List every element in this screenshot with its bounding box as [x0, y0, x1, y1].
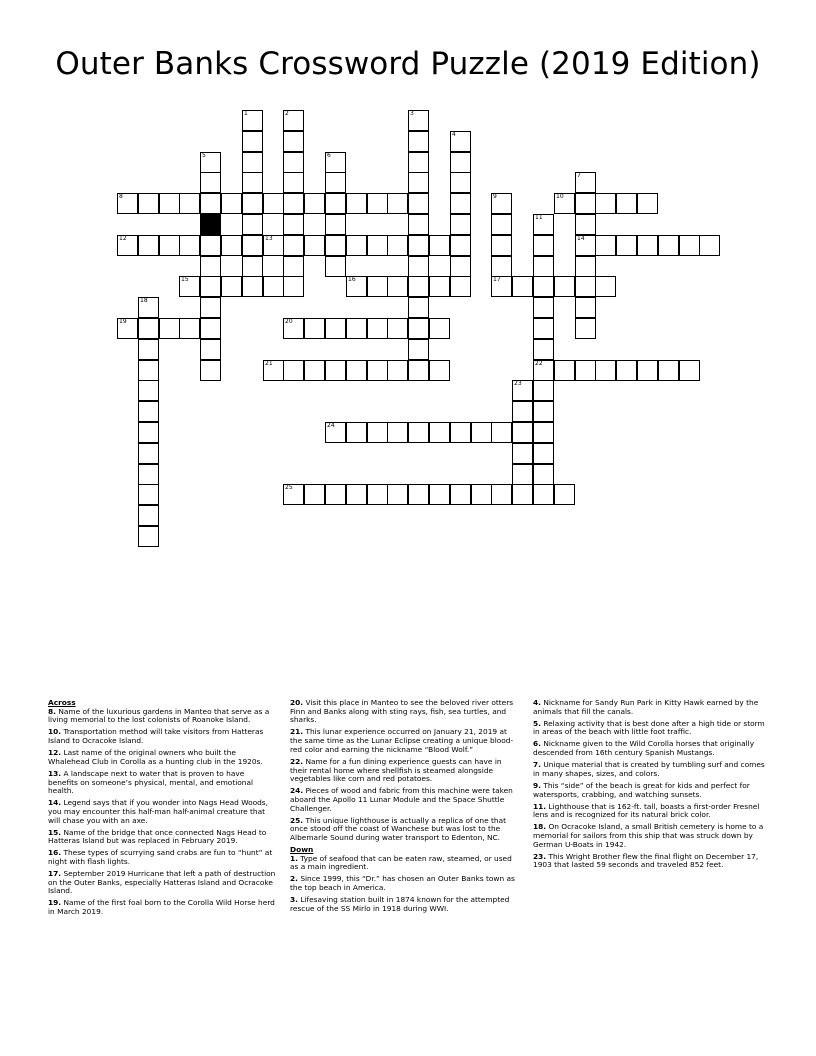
- grid-cell[interactable]: [533, 297, 554, 318]
- grid-cell[interactable]: [138, 339, 159, 360]
- grid-cell[interactable]: [200, 297, 221, 318]
- grid-cell[interactable]: [283, 235, 304, 256]
- clue-number: 9: [493, 193, 497, 200]
- grid-cell[interactable]: [575, 256, 596, 277]
- grid-cell[interactable]: [387, 484, 408, 505]
- grid-cell[interactable]: [408, 360, 429, 381]
- grid-cell[interactable]: [491, 256, 512, 277]
- grid-cell[interactable]: [429, 276, 450, 297]
- grid-cell[interactable]: [471, 422, 492, 443]
- clue-column-2: [290, 699, 518, 917]
- grid-cell[interactable]: [554, 360, 575, 381]
- grid-cell[interactable]: [138, 297, 159, 318]
- grid-cell[interactable]: [575, 360, 596, 381]
- grid-cell[interactable]: [450, 214, 471, 235]
- across-heading: Across: [48, 698, 76, 707]
- grid-cell[interactable]: [325, 256, 346, 277]
- grid-cell[interactable]: [491, 276, 512, 297]
- grid-cell[interactable]: [138, 193, 159, 214]
- grid-cell[interactable]: [346, 318, 367, 339]
- clue-down-5: 5. Relaxing activity that is best done after a high tide or storm in areas of the beach with little foot traffic.: [533, 718, 765, 737]
- grid-cell[interactable]: [200, 360, 221, 381]
- grid-cell[interactable]: [491, 235, 512, 256]
- clue-column-3: [533, 699, 771, 873]
- clue-number: 14: [577, 235, 585, 242]
- grid-cell[interactable]: [283, 172, 304, 193]
- grid-cell[interactable]: [367, 484, 388, 505]
- grid-cell[interactable]: [533, 401, 554, 422]
- grid-cell[interactable]: [408, 152, 429, 173]
- clue-number: 23: [514, 380, 522, 387]
- grid-cell[interactable]: [450, 172, 471, 193]
- grid-cell[interactable]: [304, 484, 325, 505]
- clue-down-6: 6. Nickname given to the Wild Corolla horses that originally descended from 16th century Spanish Mustangs.: [533, 739, 755, 758]
- grid-cell[interactable]: [200, 193, 221, 214]
- clue-down-4: 4. Nickname for Sandy Run Park in Kitty Hawk earned by the animals that fill the canals.: [533, 698, 759, 716]
- grid-cell[interactable]: [387, 276, 408, 297]
- grid-cell[interactable]: [346, 235, 367, 256]
- grid-cell[interactable]: [325, 318, 346, 339]
- grid-cell[interactable]: [450, 152, 471, 173]
- grid-cell[interactable]: [138, 443, 159, 464]
- grid-cell[interactable]: [242, 193, 263, 214]
- grid-cell[interactable]: [200, 276, 221, 297]
- grid-cell[interactable]: [408, 422, 429, 443]
- grid-cell[interactable]: [367, 276, 388, 297]
- page-title: Outer Banks Crossword Puzzle (2019 Edition): [55, 46, 761, 82]
- down-heading: Down: [290, 845, 314, 855]
- grid-cell[interactable]: [387, 360, 408, 381]
- grid-cell[interactable]: [387, 318, 408, 339]
- grid-block: [200, 214, 221, 235]
- grid-cell[interactable]: [304, 235, 325, 256]
- clue-down-11: 11. Lighthouse that is 162-ft. tall, boasts a first-order Fresnel lens and is recognized for its natural brick color.: [533, 801, 760, 820]
- grid-cell[interactable]: [200, 235, 221, 256]
- clue-number: 20: [285, 318, 293, 325]
- grid-cell[interactable]: [304, 193, 325, 214]
- clue-across-8: 8. Name of the luxurious gardens in Manteo that serve as a living memorial to the lost colonists of Roanoke Island.: [48, 706, 270, 725]
- grid-cell[interactable]: [283, 131, 304, 152]
- grid-cell[interactable]: [283, 360, 304, 381]
- grid-cell[interactable]: [283, 484, 304, 505]
- grid-cell[interactable]: [346, 276, 367, 297]
- clue-number: 19: [119, 318, 127, 325]
- grid-cell[interactable]: [367, 193, 388, 214]
- grid-cell[interactable]: [575, 214, 596, 235]
- grid-cell[interactable]: [491, 193, 512, 214]
- grid-cell[interactable]: [263, 193, 284, 214]
- grid-cell[interactable]: [159, 193, 180, 214]
- grid-cell[interactable]: [325, 172, 346, 193]
- clue-across-25: 25. This unique lighthouse is actually a replica of one that once stood off the coast of Wanchese but was lost to the Albemarle Sound during water transport to Edenton, NC.: [290, 815, 507, 843]
- grid-cell[interactable]: [221, 276, 242, 297]
- grid-cell[interactable]: [138, 380, 159, 401]
- clue-down-9: 9. This “side” of the beach is great for kids and perfect for watersports, crabbing, and watching sunsets.: [533, 780, 750, 799]
- grid-cell[interactable]: [179, 318, 200, 339]
- grid-cell[interactable]: [138, 235, 159, 256]
- grid-cell[interactable]: [367, 422, 388, 443]
- grid-cell[interactable]: [512, 422, 533, 443]
- grid-cell[interactable]: [408, 318, 429, 339]
- grid-cell[interactable]: [200, 152, 221, 173]
- grid-cell[interactable]: [117, 193, 138, 214]
- grid-cell[interactable]: [637, 235, 658, 256]
- clue-down-2: 2. Since 1999, this “Dr.” has chosen an Outer Banks town as the top beach in America.: [290, 874, 515, 893]
- grid-cell[interactable]: [533, 380, 554, 401]
- grid-cell[interactable]: [429, 360, 450, 381]
- grid-cell[interactable]: [616, 360, 637, 381]
- clue-across-12: 12. Last name of the original owners who built the Whalehead Club in Corolla as a hunting club in the 1920s.: [48, 748, 263, 766]
- clue-number: 10: [556, 193, 564, 200]
- grid-cell[interactable]: [575, 172, 596, 193]
- grid-cell[interactable]: [533, 360, 554, 381]
- grid-cell[interactable]: [450, 131, 471, 152]
- grid-cell[interactable]: [408, 131, 429, 152]
- grid-cell[interactable]: [200, 339, 221, 360]
- grid-cell[interactable]: [533, 256, 554, 277]
- grid-cell[interactable]: [408, 172, 429, 193]
- clue-across-14: 14. Legend says that if you wonder into Nags Head Woods, you may encounter this half-man half-animal creature that will chase you with an axe.: [48, 798, 269, 825]
- grid-cell[interactable]: [242, 152, 263, 173]
- grid-cell[interactable]: [450, 484, 471, 505]
- grid-cell[interactable]: [616, 235, 637, 256]
- grid-cell[interactable]: [263, 360, 284, 381]
- grid-cell[interactable]: [595, 193, 616, 214]
- grid-cell[interactable]: [512, 484, 533, 505]
- grid-cell[interactable]: [117, 318, 138, 339]
- grid-cell[interactable]: [179, 276, 200, 297]
- grid-cell[interactable]: [117, 235, 138, 256]
- grid-cell[interactable]: [367, 235, 388, 256]
- clue-number: 3: [410, 110, 414, 117]
- grid-cell[interactable]: [575, 193, 596, 214]
- clue-across-16: 16. These types of scurrying sand crabs are fun to “hunt” at night with flash lights.: [48, 848, 273, 867]
- grid-cell[interactable]: [408, 256, 429, 277]
- clue-number: 16: [348, 276, 356, 283]
- grid-cell[interactable]: [595, 235, 616, 256]
- grid-cell[interactable]: [491, 484, 512, 505]
- grid-cell[interactable]: [575, 318, 596, 339]
- grid-cell[interactable]: [554, 193, 575, 214]
- grid-cell[interactable]: [637, 193, 658, 214]
- grid-cell[interactable]: [138, 526, 159, 547]
- grid-cell[interactable]: [179, 235, 200, 256]
- grid-cell[interactable]: [679, 235, 700, 256]
- grid-cell[interactable]: [512, 464, 533, 485]
- grid-cell[interactable]: [325, 214, 346, 235]
- grid-cell[interactable]: [263, 235, 284, 256]
- grid-cell[interactable]: [325, 360, 346, 381]
- grid-cell[interactable]: [512, 276, 533, 297]
- clue-number: 12: [119, 235, 127, 242]
- clue-number: 22: [535, 360, 543, 367]
- grid-cell[interactable]: [408, 339, 429, 360]
- clue-down-23: 23. This Wright Brother flew the final flight on December 17, 1903 that lasted 59 seconds and traveled 852 feet.: [533, 851, 759, 870]
- clue-across-19: 19. Name of the first foal born to the Corolla Wild Horse herd in March 2019.: [48, 898, 275, 917]
- clue-number: 17: [493, 276, 501, 283]
- grid-cell[interactable]: [159, 235, 180, 256]
- clue-down-18: 18. On Ocracoke Island, a small British cemetery is home to a memorial for sailors from this ship that was struck down by German U-Boats in 1942.: [533, 822, 764, 849]
- clue-number: 7: [577, 172, 581, 179]
- clue-number: 11: [535, 214, 543, 221]
- grid-cell[interactable]: [138, 484, 159, 505]
- grid-cell[interactable]: [242, 131, 263, 152]
- grid-cell[interactable]: [138, 422, 159, 443]
- grid-cell[interactable]: [595, 360, 616, 381]
- grid-cell[interactable]: [263, 276, 284, 297]
- grid-cell[interactable]: [283, 318, 304, 339]
- grid-cell[interactable]: [242, 172, 263, 193]
- grid-cell[interactable]: [408, 214, 429, 235]
- clue-across-20: 20. Visit this place in Manteo to see the beloved river otters Finn and Banks along with sting rays, fish, sea turtles, and sharks.: [290, 698, 514, 725]
- grid-cell[interactable]: [512, 380, 533, 401]
- grid-cell[interactable]: [429, 235, 450, 256]
- clue-number: 8: [119, 193, 123, 200]
- clue-across-22: 22. Name for a fun dining experience guests can have in their rental home where shellfish is steamed alongside vegetables like corn and red potatoes.: [290, 756, 502, 784]
- grid-cell[interactable]: [221, 235, 242, 256]
- clue-across-15: 15. Name of the bridge that once connected Nags Head to Hatteras Island but was replaced in February 2019.: [48, 827, 267, 846]
- clue-number: 21: [265, 360, 273, 367]
- clue-across-24: 24. Pieces of wood and fabric from this machine were taken aboard the Apollo 11 Lunar Module and the Space Shuttle Challenger.: [290, 786, 513, 813]
- grid-cell[interactable]: [533, 318, 554, 339]
- grid-cell[interactable]: [387, 193, 408, 214]
- clue-down-1: 1. Type of seafood that can be eaten raw, steamed, or used as a main ingredient.: [290, 853, 512, 872]
- grid-cell[interactable]: [242, 256, 263, 277]
- clue-down-7: 7. Unique material that is created by tumbling surf and comes in many shapes, sizes, and colors.: [533, 760, 765, 778]
- grid-cell[interactable]: [491, 422, 512, 443]
- grid-cell[interactable]: [325, 235, 346, 256]
- clue-across-17: 17. September 2019 Hurricane that left a path of destruction on the Outer Banks, especially Hatteras Island and Ocracoke Island.: [48, 869, 276, 896]
- grid-cell[interactable]: [554, 484, 575, 505]
- clue-column-1: [48, 699, 276, 920]
- clue-number: 5: [202, 152, 206, 159]
- grid-cell[interactable]: [533, 443, 554, 464]
- grid-cell[interactable]: [242, 214, 263, 235]
- grid-cell[interactable]: [387, 235, 408, 256]
- grid-cell[interactable]: [325, 152, 346, 173]
- grid-cell[interactable]: [346, 193, 367, 214]
- grid-cell[interactable]: [179, 193, 200, 214]
- grid-cell[interactable]: [138, 360, 159, 381]
- grid-cell[interactable]: [346, 484, 367, 505]
- clue-number: 4: [452, 131, 456, 138]
- clue-number: 2: [285, 110, 289, 117]
- grid-cell[interactable]: [346, 422, 367, 443]
- grid-cell[interactable]: [138, 464, 159, 485]
- grid-cell[interactable]: [679, 360, 700, 381]
- clue-number: 1: [244, 110, 248, 117]
- grid-cell[interactable]: [408, 484, 429, 505]
- clue-number: 18: [140, 297, 148, 304]
- clue-number: 24: [327, 422, 335, 429]
- grid-cell[interactable]: [200, 172, 221, 193]
- grid-cell[interactable]: [429, 318, 450, 339]
- grid-cell[interactable]: [283, 152, 304, 173]
- grid-cell[interactable]: [450, 276, 471, 297]
- grid-cell[interactable]: [283, 193, 304, 214]
- grid-cell[interactable]: [512, 443, 533, 464]
- grid-cell[interactable]: [408, 110, 429, 131]
- grid-cell[interactable]: [658, 235, 679, 256]
- grid-cell[interactable]: [429, 484, 450, 505]
- grid-cell[interactable]: [242, 110, 263, 131]
- grid-cell[interactable]: [159, 318, 180, 339]
- grid-cell[interactable]: [200, 256, 221, 277]
- grid-cell[interactable]: [346, 360, 367, 381]
- grid-cell[interactable]: [575, 297, 596, 318]
- grid-cell[interactable]: [304, 318, 325, 339]
- grid-cell[interactable]: [637, 360, 658, 381]
- clue-across-13: 13. A landscape next to water that is proven to have benefits on someone’s physical, mental, and emotional health.: [48, 768, 254, 796]
- grid-cell[interactable]: [325, 193, 346, 214]
- grid-cell[interactable]: [533, 484, 554, 505]
- clue-down-3: 3. Lifesaving station built in 1874 known for the attempted rescue of the SS Mirlo in 1918 during WWI.: [290, 895, 510, 913]
- grid-cell[interactable]: [325, 484, 346, 505]
- grid-cell[interactable]: [533, 464, 554, 485]
- grid-cell[interactable]: [200, 318, 221, 339]
- grid-cell[interactable]: [242, 276, 263, 297]
- grid-cell[interactable]: [221, 193, 242, 214]
- clue-across-10: 10. Transportation method will take visitors from Hatteras Island to Ocracoke Island.: [48, 727, 264, 746]
- grid-cell[interactable]: [283, 276, 304, 297]
- grid-cell[interactable]: [658, 360, 679, 381]
- grid-cell[interactable]: [367, 318, 388, 339]
- grid-cell[interactable]: [575, 276, 596, 297]
- clue-number: 6: [327, 152, 331, 159]
- clue-number: 13: [265, 235, 273, 242]
- grid-cell[interactable]: [512, 401, 533, 422]
- grid-cell[interactable]: [533, 214, 554, 235]
- grid-cell[interactable]: [616, 193, 637, 214]
- grid-cell[interactable]: [138, 318, 159, 339]
- grid-cell[interactable]: [242, 235, 263, 256]
- grid-cell[interactable]: [367, 360, 388, 381]
- grid-cell[interactable]: [533, 422, 554, 443]
- grid-cell[interactable]: [283, 256, 304, 277]
- clue-number: 15: [181, 276, 189, 283]
- grid-cell[interactable]: [554, 276, 575, 297]
- grid-cell[interactable]: [387, 422, 408, 443]
- grid-cell[interactable]: [408, 235, 429, 256]
- grid-cell[interactable]: [283, 214, 304, 235]
- grid-cell[interactable]: [491, 214, 512, 235]
- grid-cell[interactable]: [138, 401, 159, 422]
- grid-cell[interactable]: [471, 484, 492, 505]
- clue-across-21: 21. This lunar experience occurred on January 21, 2019 at the same time as the Lunar Eclipse creating a unique blood-red color and earning the nickname “Blood Wolf.”: [290, 727, 514, 754]
- grid-cell[interactable]: [408, 297, 429, 318]
- grid-cell[interactable]: [450, 193, 471, 214]
- grid-cell[interactable]: [533, 235, 554, 256]
- grid-cell[interactable]: [304, 360, 325, 381]
- grid-cell[interactable]: [450, 256, 471, 277]
- grid-cell[interactable]: [138, 505, 159, 526]
- grid-cell[interactable]: [595, 276, 616, 297]
- grid-cell[interactable]: [450, 422, 471, 443]
- grid-cell[interactable]: [575, 235, 596, 256]
- grid-cell[interactable]: [533, 276, 554, 297]
- grid-cell[interactable]: [699, 235, 720, 256]
- grid-cell[interactable]: [429, 422, 450, 443]
- grid-cell[interactable]: [325, 422, 346, 443]
- clue-number: 25: [285, 484, 293, 491]
- grid-cell[interactable]: [408, 193, 429, 214]
- grid-cell[interactable]: [533, 339, 554, 360]
- grid-cell[interactable]: [283, 110, 304, 131]
- grid-cell[interactable]: [450, 235, 471, 256]
- grid-cell[interactable]: [408, 276, 429, 297]
